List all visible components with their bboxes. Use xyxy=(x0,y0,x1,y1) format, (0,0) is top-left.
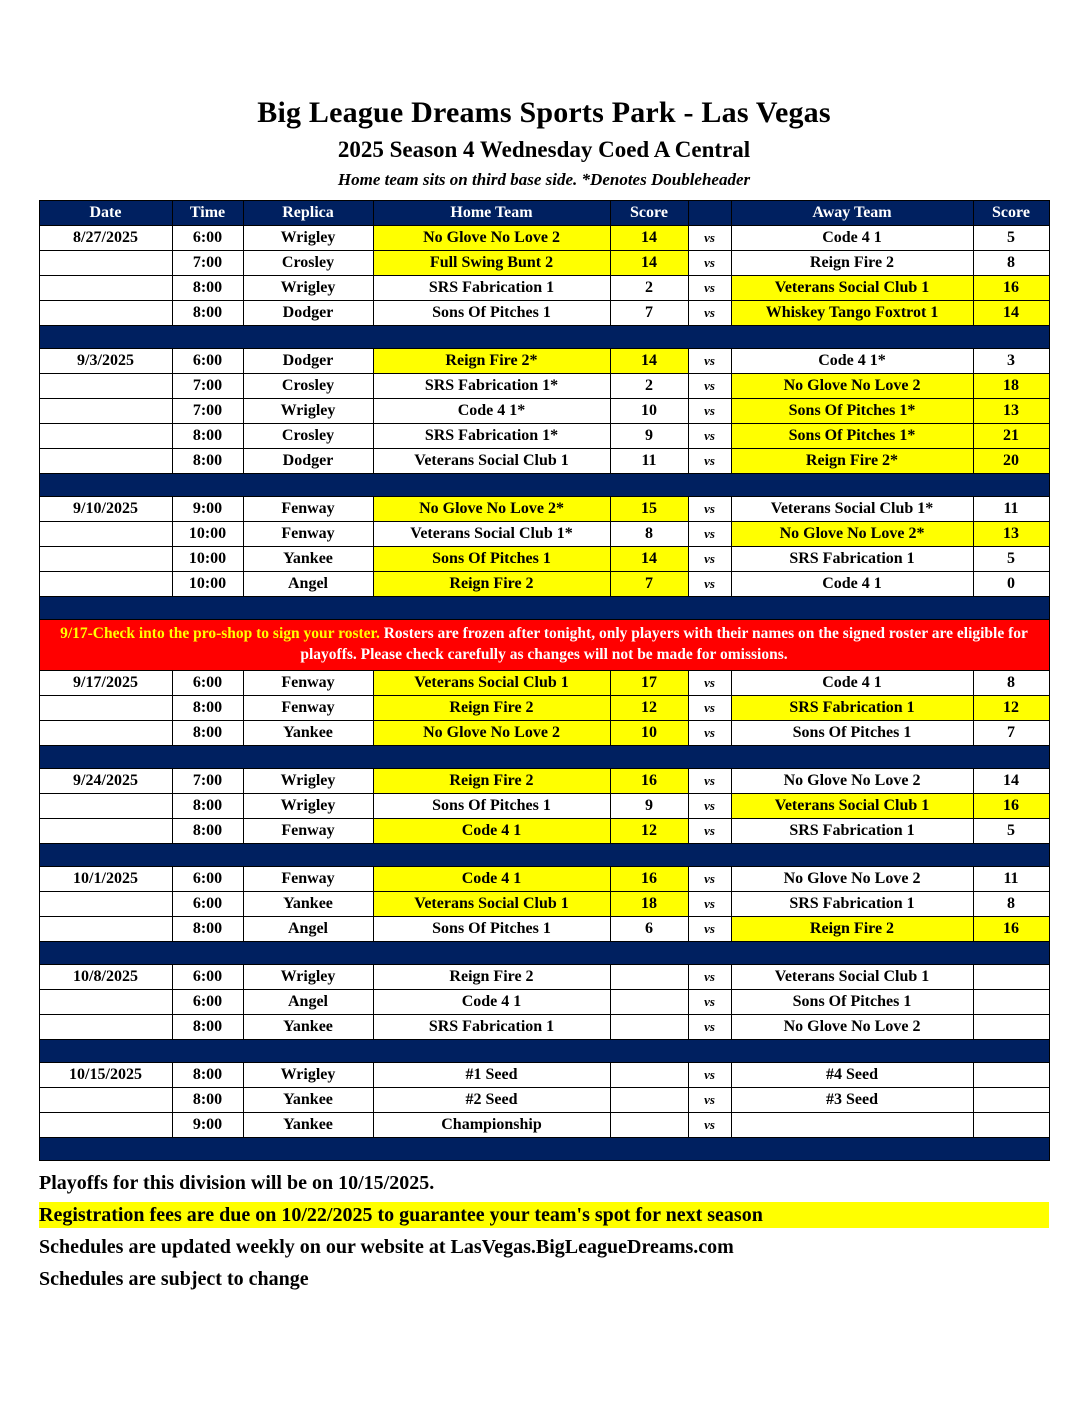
away-score-cell: 14 xyxy=(973,768,1049,793)
time-cell: 8:00 xyxy=(172,720,243,745)
home-team-cell: Full Swing Bunt 2 xyxy=(373,251,610,276)
group-separator xyxy=(39,843,1049,866)
replica-cell: Dodger xyxy=(243,449,373,474)
schedule-row xyxy=(39,1014,1049,1039)
home-score-cell: 17 xyxy=(610,670,688,695)
schedule-row xyxy=(39,449,1049,474)
home-score-cell: 14 xyxy=(610,251,688,276)
date-cell xyxy=(39,695,172,720)
away-team-cell: Code 4 1 xyxy=(731,226,973,251)
away-team-cell: No Glove No Love 2 xyxy=(731,1014,973,1039)
header-home-team: Home Team xyxy=(373,201,610,226)
away-score-cell: 13 xyxy=(973,399,1049,424)
home-team-cell: Sons Of Pitches 1 xyxy=(373,301,610,326)
time-cell: 8:00 xyxy=(172,276,243,301)
group-separator-row xyxy=(39,597,1049,620)
schedule-row xyxy=(39,522,1049,547)
away-team-cell: Veterans Social Club 1* xyxy=(731,497,973,522)
schedule-row xyxy=(39,497,1049,522)
home-score-cell: 16 xyxy=(610,866,688,891)
home-score-cell: 10 xyxy=(610,720,688,745)
vs-cell: vs xyxy=(688,916,731,941)
date-cell xyxy=(39,916,172,941)
time-cell: 10:00 xyxy=(172,522,243,547)
schedule-row xyxy=(39,768,1049,793)
home-score-cell: 7 xyxy=(610,301,688,326)
date-cell: 9/24/2025 xyxy=(39,768,172,793)
home-team-cell: Veterans Social Club 1* xyxy=(373,522,610,547)
group-separator-row xyxy=(39,745,1049,768)
vs-cell: vs xyxy=(688,891,731,916)
time-cell: 7:00 xyxy=(172,768,243,793)
date-cell xyxy=(39,374,172,399)
away-score-cell: 5 xyxy=(973,226,1049,251)
replica-cell: Crosley xyxy=(243,251,373,276)
vs-cell: vs xyxy=(688,349,731,374)
home-team-cell: Championship xyxy=(373,1112,610,1137)
schedule-row xyxy=(39,374,1049,399)
away-team-cell: No Glove No Love 2 xyxy=(731,374,973,399)
roster-notice-body-text: Rosters are frozen after tonight, only players with their names on the signed roster are eligible for playoffs. Please check carefully as changes will not be made for omissions. xyxy=(300,625,1028,663)
time-cell: 8:00 xyxy=(172,1014,243,1039)
home-team-cell: Sons Of Pitches 1 xyxy=(373,793,610,818)
schedule-row xyxy=(39,989,1049,1014)
time-cell: 8:00 xyxy=(172,1062,243,1087)
schedule-row xyxy=(39,424,1049,449)
replica-cell: Angel xyxy=(243,572,373,597)
footer-notes xyxy=(39,1170,1049,1292)
replica-cell: Yankee xyxy=(243,891,373,916)
away-score-cell: 13 xyxy=(973,522,1049,547)
home-team-cell: Sons Of Pitches 1 xyxy=(373,547,610,572)
home-team-cell: No Glove No Love 2 xyxy=(373,720,610,745)
time-cell: 8:00 xyxy=(172,1087,243,1112)
home-score-cell xyxy=(610,1014,688,1039)
registration-note: Registration fees are due on 10/22/2025 to guarantee your team's spot for next season xyxy=(39,1202,1049,1228)
date-cell xyxy=(39,793,172,818)
date-cell: 9/3/2025 xyxy=(39,349,172,374)
away-team-cell: Code 4 1 xyxy=(731,572,973,597)
time-cell: 7:00 xyxy=(172,251,243,276)
time-cell: 8:00 xyxy=(172,916,243,941)
vs-cell: vs xyxy=(688,695,731,720)
home-team-cell: Reign Fire 2* xyxy=(373,349,610,374)
home-score-cell: 6 xyxy=(610,916,688,941)
schedule-row xyxy=(39,251,1049,276)
away-team-cell: SRS Fabrication 1 xyxy=(731,695,973,720)
home-team-cell: SRS Fabrication 1 xyxy=(373,276,610,301)
date-cell xyxy=(39,720,172,745)
home-score-cell: 16 xyxy=(610,768,688,793)
vs-cell: vs xyxy=(688,768,731,793)
away-team-cell: Reign Fire 2* xyxy=(731,449,973,474)
vs-cell: vs xyxy=(688,522,731,547)
header-away-team: Away Team xyxy=(731,201,973,226)
away-team-cell: No Glove No Love 2 xyxy=(731,768,973,793)
away-score-cell: 0 xyxy=(973,572,1049,597)
schedule-table-body xyxy=(39,226,1049,1161)
home-team-cell: Code 4 1 xyxy=(373,818,610,843)
time-cell: 9:00 xyxy=(172,1112,243,1137)
vs-cell: vs xyxy=(688,301,731,326)
time-cell: 8:00 xyxy=(172,301,243,326)
schedule-row xyxy=(39,793,1049,818)
home-team-cell: Code 4 1 xyxy=(373,989,610,1014)
home-score-cell: 14 xyxy=(610,349,688,374)
vs-cell: vs xyxy=(688,572,731,597)
time-cell: 10:00 xyxy=(172,547,243,572)
date-cell xyxy=(39,424,172,449)
home-score-cell: 12 xyxy=(610,695,688,720)
header-home-score: Score xyxy=(610,201,688,226)
away-team-cell: SRS Fabrication 1 xyxy=(731,547,973,572)
group-separator-row xyxy=(39,474,1049,497)
group-separator-row xyxy=(39,1039,1049,1062)
home-team-cell: Reign Fire 2 xyxy=(373,768,610,793)
away-score-cell xyxy=(973,1062,1049,1087)
date-cell xyxy=(39,1112,172,1137)
schedule-row xyxy=(39,547,1049,572)
home-score-cell xyxy=(610,1087,688,1112)
vs-cell: vs xyxy=(688,964,731,989)
replica-cell: Yankee xyxy=(243,547,373,572)
away-score-cell: 8 xyxy=(973,891,1049,916)
time-cell: 7:00 xyxy=(172,374,243,399)
header-time: Time xyxy=(172,201,243,226)
vs-cell: vs xyxy=(688,866,731,891)
roster-notice xyxy=(39,620,1049,671)
away-score-cell xyxy=(973,1112,1049,1137)
away-score-cell: 5 xyxy=(973,818,1049,843)
away-score-cell: 16 xyxy=(973,793,1049,818)
home-team-cell: #2 Seed xyxy=(373,1087,610,1112)
away-score-cell xyxy=(973,1014,1049,1039)
away-score-cell: 12 xyxy=(973,695,1049,720)
home-score-cell: 12 xyxy=(610,818,688,843)
group-separator xyxy=(39,597,1049,620)
schedule-row xyxy=(39,349,1049,374)
date-cell xyxy=(39,251,172,276)
time-cell: 6:00 xyxy=(172,866,243,891)
home-team-cell: Reign Fire 2 xyxy=(373,695,610,720)
replica-cell: Fenway xyxy=(243,522,373,547)
group-separator xyxy=(39,474,1049,497)
away-score-cell xyxy=(973,989,1049,1014)
vs-cell: vs xyxy=(688,793,731,818)
home-team-cell: Sons Of Pitches 1 xyxy=(373,916,610,941)
time-cell: 7:00 xyxy=(172,399,243,424)
vs-cell: vs xyxy=(688,399,731,424)
date-cell: 10/15/2025 xyxy=(39,1062,172,1087)
home-score-cell xyxy=(610,1062,688,1087)
away-score-cell: 21 xyxy=(973,424,1049,449)
time-cell: 10:00 xyxy=(172,572,243,597)
away-score-cell: 20 xyxy=(973,449,1049,474)
group-separator xyxy=(39,326,1049,349)
away-team-cell: No Glove No Love 2* xyxy=(731,522,973,547)
subject-to-change-note: Schedules are subject to change xyxy=(39,1267,309,1290)
roster-notice-highlight-text: 9/17-Check into the pro-shop to sign your roster. xyxy=(60,625,380,642)
group-separator-row xyxy=(39,843,1049,866)
replica-cell: Dodger xyxy=(243,301,373,326)
home-team-cell: No Glove No Love 2 xyxy=(373,226,610,251)
away-team-cell: Veterans Social Club 1 xyxy=(731,276,973,301)
home-score-cell: 2 xyxy=(610,374,688,399)
schedule-row xyxy=(39,964,1049,989)
date-cell: 8/27/2025 xyxy=(39,226,172,251)
home-team-cell: SRS Fabrication 1* xyxy=(373,374,610,399)
schedule-row xyxy=(39,695,1049,720)
away-team-cell: No Glove No Love 2 xyxy=(731,866,973,891)
home-score-cell: 11 xyxy=(610,449,688,474)
website-note: Schedules are updated weekly on our website at LasVegas.BigLeagueDreams.com xyxy=(39,1235,734,1258)
time-cell: 8:00 xyxy=(172,793,243,818)
away-team-cell: Sons Of Pitches 1* xyxy=(731,424,973,449)
away-score-cell: 5 xyxy=(973,547,1049,572)
replica-cell: Wrigley xyxy=(243,399,373,424)
time-cell: 9:00 xyxy=(172,497,243,522)
home-score-cell: 15 xyxy=(610,497,688,522)
home-score-cell xyxy=(610,989,688,1014)
vs-cell: vs xyxy=(688,989,731,1014)
away-score-cell: 3 xyxy=(973,349,1049,374)
home-score-cell: 2 xyxy=(610,276,688,301)
header-away-score: Score xyxy=(973,201,1049,226)
vs-cell: vs xyxy=(688,497,731,522)
time-cell: 6:00 xyxy=(172,964,243,989)
home-score-cell: 8 xyxy=(610,522,688,547)
away-score-cell: 11 xyxy=(973,497,1049,522)
vs-cell: vs xyxy=(688,424,731,449)
header-vs xyxy=(688,201,731,226)
away-team-cell: Veterans Social Club 1 xyxy=(731,964,973,989)
group-separator xyxy=(39,1137,1049,1160)
date-cell: 10/1/2025 xyxy=(39,866,172,891)
page-subtitle: 2025 Season 4 Wednesday Coed A Central xyxy=(337,137,751,162)
date-cell xyxy=(39,547,172,572)
time-cell: 6:00 xyxy=(172,349,243,374)
away-team-cell xyxy=(731,1112,973,1137)
away-score-cell: 16 xyxy=(973,276,1049,301)
home-team-cell: Veterans Social Club 1 xyxy=(373,670,610,695)
away-team-cell: #3 Seed xyxy=(731,1087,973,1112)
away-score-cell: 7 xyxy=(973,720,1049,745)
away-score-cell: 18 xyxy=(973,374,1049,399)
replica-cell: Yankee xyxy=(243,1087,373,1112)
schedule-row xyxy=(39,891,1049,916)
date-cell xyxy=(39,989,172,1014)
vs-cell: vs xyxy=(688,1014,731,1039)
away-score-cell xyxy=(973,964,1049,989)
home-score-cell xyxy=(610,964,688,989)
away-team-cell: Sons Of Pitches 1* xyxy=(731,399,973,424)
time-cell: 6:00 xyxy=(172,670,243,695)
home-score-cell: 9 xyxy=(610,424,688,449)
time-cell: 8:00 xyxy=(172,424,243,449)
roster-notice-row xyxy=(39,620,1049,671)
away-score-cell: 16 xyxy=(973,916,1049,941)
vs-cell: vs xyxy=(688,251,731,276)
away-team-cell: Reign Fire 2 xyxy=(731,251,973,276)
time-cell: 8:00 xyxy=(172,695,243,720)
vs-cell: vs xyxy=(688,276,731,301)
home-team-cell: #1 Seed xyxy=(373,1062,610,1087)
away-team-cell: SRS Fabrication 1 xyxy=(731,818,973,843)
vs-cell: vs xyxy=(688,1112,731,1137)
schedule-row xyxy=(39,720,1049,745)
schedule-row xyxy=(39,301,1049,326)
home-score-cell xyxy=(610,1112,688,1137)
time-cell: 6:00 xyxy=(172,891,243,916)
away-score-cell: 8 xyxy=(973,251,1049,276)
away-score-cell: 14 xyxy=(973,301,1049,326)
replica-cell: Crosley xyxy=(243,374,373,399)
replica-cell: Fenway xyxy=(243,695,373,720)
replica-cell: Fenway xyxy=(243,497,373,522)
group-separator-row xyxy=(39,326,1049,349)
replica-cell: Angel xyxy=(243,916,373,941)
replica-cell: Fenway xyxy=(243,818,373,843)
away-team-cell: Whiskey Tango Foxtrot 1 xyxy=(731,301,973,326)
away-team-cell: #4 Seed xyxy=(731,1062,973,1087)
away-score-cell xyxy=(973,1087,1049,1112)
away-score-cell: 8 xyxy=(973,670,1049,695)
replica-cell: Wrigley xyxy=(243,964,373,989)
away-team-cell: Reign Fire 2 xyxy=(731,916,973,941)
replica-cell: Dodger xyxy=(243,349,373,374)
vs-cell: vs xyxy=(688,1087,731,1112)
vs-cell: vs xyxy=(688,547,731,572)
time-cell: 6:00 xyxy=(172,989,243,1014)
home-team-cell: Veterans Social Club 1 xyxy=(373,449,610,474)
home-score-cell: 10 xyxy=(610,399,688,424)
table-header-row xyxy=(39,201,1049,226)
home-team-cell: Veterans Social Club 1 xyxy=(373,891,610,916)
replica-cell: Wrigley xyxy=(243,1062,373,1087)
vs-cell: vs xyxy=(688,670,731,695)
away-score-cell: 11 xyxy=(973,866,1049,891)
vs-cell: vs xyxy=(688,720,731,745)
date-cell: 10/8/2025 xyxy=(39,964,172,989)
away-team-cell: Veterans Social Club 1 xyxy=(731,793,973,818)
date-cell xyxy=(39,301,172,326)
date-cell: 9/17/2025 xyxy=(39,670,172,695)
date-cell xyxy=(39,522,172,547)
vs-cell: vs xyxy=(688,374,731,399)
home-team-cell: Reign Fire 2 xyxy=(373,964,610,989)
schedule-row xyxy=(39,1112,1049,1137)
schedule-row xyxy=(39,818,1049,843)
replica-cell: Wrigley xyxy=(243,226,373,251)
header-date: Date xyxy=(39,201,172,226)
replica-cell: Yankee xyxy=(243,1112,373,1137)
group-separator xyxy=(39,745,1049,768)
replica-cell: Wrigley xyxy=(243,793,373,818)
home-team-cell: Code 4 1* xyxy=(373,399,610,424)
schedule-row xyxy=(39,1087,1049,1112)
time-cell: 8:00 xyxy=(172,818,243,843)
schedule-table xyxy=(39,200,1050,1161)
group-separator-row xyxy=(39,941,1049,964)
date-cell xyxy=(39,1087,172,1112)
date-cell xyxy=(39,818,172,843)
date-cell xyxy=(39,1014,172,1039)
vs-cell: vs xyxy=(688,449,731,474)
replica-cell: Wrigley xyxy=(243,276,373,301)
date-cell: 9/10/2025 xyxy=(39,497,172,522)
replica-cell: Fenway xyxy=(243,866,373,891)
replica-cell: Wrigley xyxy=(243,768,373,793)
date-cell xyxy=(39,449,172,474)
field-note: Home team sits on third base side. *Denotes Doubleheader xyxy=(337,170,751,189)
away-team-cell: Code 4 1 xyxy=(731,670,973,695)
schedule-row xyxy=(39,399,1049,424)
away-team-cell: Sons Of Pitches 1 xyxy=(731,989,973,1014)
home-score-cell: 18 xyxy=(610,891,688,916)
home-team-cell: SRS Fabrication 1 xyxy=(373,1014,610,1039)
home-team-cell: Code 4 1 xyxy=(373,866,610,891)
playoffs-note: Playoffs for this division will be on 10/15/2025. xyxy=(39,1171,435,1194)
date-cell xyxy=(39,572,172,597)
schedule-row xyxy=(39,226,1049,251)
away-team-cell: Sons Of Pitches 1 xyxy=(731,720,973,745)
group-separator xyxy=(39,941,1049,964)
home-score-cell: 14 xyxy=(610,226,688,251)
time-cell: 8:00 xyxy=(172,449,243,474)
vs-cell: vs xyxy=(688,1062,731,1087)
away-team-cell: Code 4 1* xyxy=(731,349,973,374)
time-cell: 6:00 xyxy=(172,226,243,251)
header-replica: Replica xyxy=(243,201,373,226)
group-separator xyxy=(39,1039,1049,1062)
away-team-cell: SRS Fabrication 1 xyxy=(731,891,973,916)
replica-cell: Angel xyxy=(243,989,373,1014)
replica-cell: Crosley xyxy=(243,424,373,449)
replica-cell: Yankee xyxy=(243,1014,373,1039)
home-score-cell: 14 xyxy=(610,547,688,572)
vs-cell: vs xyxy=(688,226,731,251)
vs-cell: vs xyxy=(688,818,731,843)
home-score-cell: 9 xyxy=(610,793,688,818)
schedule-row xyxy=(39,572,1049,597)
schedule-row xyxy=(39,670,1049,695)
home-team-cell: Reign Fire 2 xyxy=(373,572,610,597)
page-title: Big League Dreams Sports Park - Las Vegas xyxy=(257,96,831,129)
replica-cell: Fenway xyxy=(243,670,373,695)
schedule-row xyxy=(39,866,1049,891)
replica-cell: Yankee xyxy=(243,720,373,745)
group-separator-row xyxy=(39,1137,1049,1160)
home-score-cell: 7 xyxy=(610,572,688,597)
home-team-cell: SRS Fabrication 1* xyxy=(373,424,610,449)
date-cell xyxy=(39,399,172,424)
schedule-row xyxy=(39,916,1049,941)
schedule-row xyxy=(39,1062,1049,1087)
home-team-cell: No Glove No Love 2* xyxy=(373,497,610,522)
schedule-row xyxy=(39,276,1049,301)
date-cell xyxy=(39,276,172,301)
date-cell xyxy=(39,891,172,916)
